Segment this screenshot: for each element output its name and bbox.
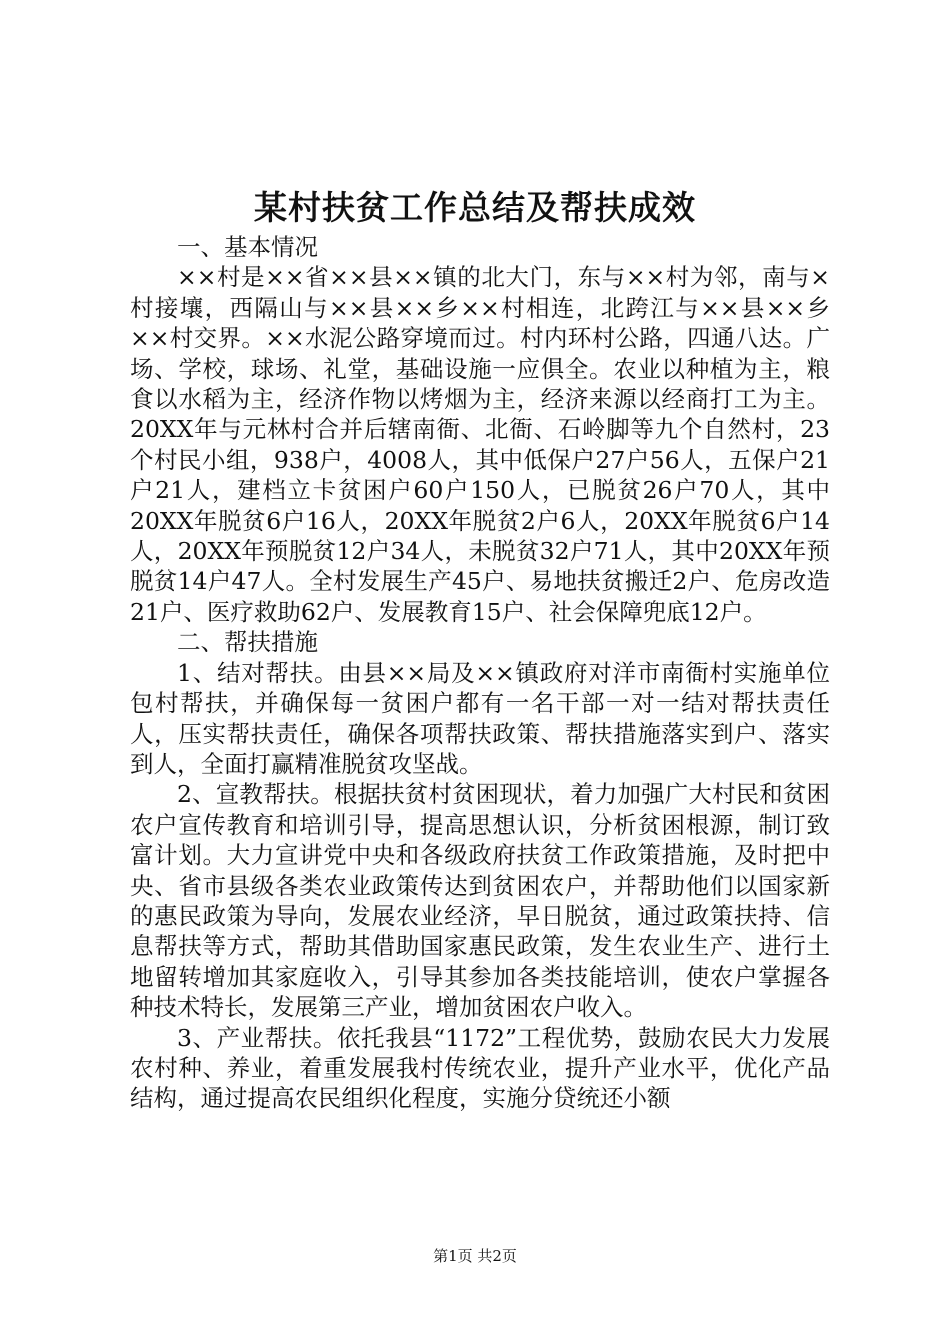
document-title: 某村扶贫工作总结及帮扶成效 — [254, 188, 696, 227]
document-body — [130, 232, 830, 1114]
paragraph-basic-info: ××村是××省××县××镇的北大门，东与××村为邻，南与×村接壤，西隔山与××县××乡××村相连，北跨江与××县××乡××村交界。××水泥公路穿境而过。村内环村公路，四通八达。广场、学校，球场、礼堂，基础设施一应俱全。农业以种植为主，粮食以水稻为主，经济作物以烤烟为主，经济来源以经商打工为主。20XX年与元林村合并后辖南衙、北衙、石岭脚等九个自然村，23个村民小组，938户，4008人，其中低保户27户56人，五保户21户21人，建档立卡贫困户60户150人，已脱贫26户70人，其中20XX年脱贫6户16人，20XX年脱贫2户6人，20XX年脱贫6户14人，20XX年预脱贫12户34人，未脱贫32户71人，其中20XX年预脱贫14户47人。全村发展生产45户、易地扶贫搬迁2户、危房改造21户、医疗救助62户、发展教育15户、社会保障兜底12户。 — [130, 263, 830, 626]
section-heading-basic-info: 一、基本情况 — [177, 233, 318, 261]
paragraph-pairing-assistance: 1、结对帮扶。由县××局及××镇政府对洋市南衙村实施单位包村帮扶，并确保每一贫困户都有一名干部一对一结对帮扶责任人，压实帮扶责任，确保各项帮扶政策、帮扶措施落实到户、落实到人，全面打赢精准脱贫攻坚战。 — [130, 658, 830, 778]
section-heading-measures: 二、帮扶措施 — [177, 628, 318, 657]
paragraph-education-assistance: 2、宣教帮扶。根据扶贫村贫困现状，着力加强广大村民和贫困农户宣传教育和培训引导，提高思想认识，分析贫困根源，制订致富计划。大力宣讲党中央和各级政府扶贫工作政策措施，及时把中央、省市县级各类农业政策传达到贫困农户，并帮助他们以国家新的惠民政策为导向，发展农业经济，早日脱贫，通过政策扶持、信息帮扶等方式，帮助其借助国家惠民政策，发生农业生产、进行土地留转增加其家庭收入，引导其参加各类技能培训，使农户掌握各种技术特长，发展第三产业，增加贫困农户收入。 — [130, 780, 830, 1022]
page-number-footer: 第1页 共2页 — [433, 1247, 517, 1265]
paragraph-industry-assistance: 3、产业帮扶。依托我县“1172”工程优势，鼓励农民大力发展农村种、养业，着重发展我村传统农业，提升产业水平，优化产品结构，通过提高农民组织化程度，实施分贷统还小额 — [130, 1023, 830, 1113]
